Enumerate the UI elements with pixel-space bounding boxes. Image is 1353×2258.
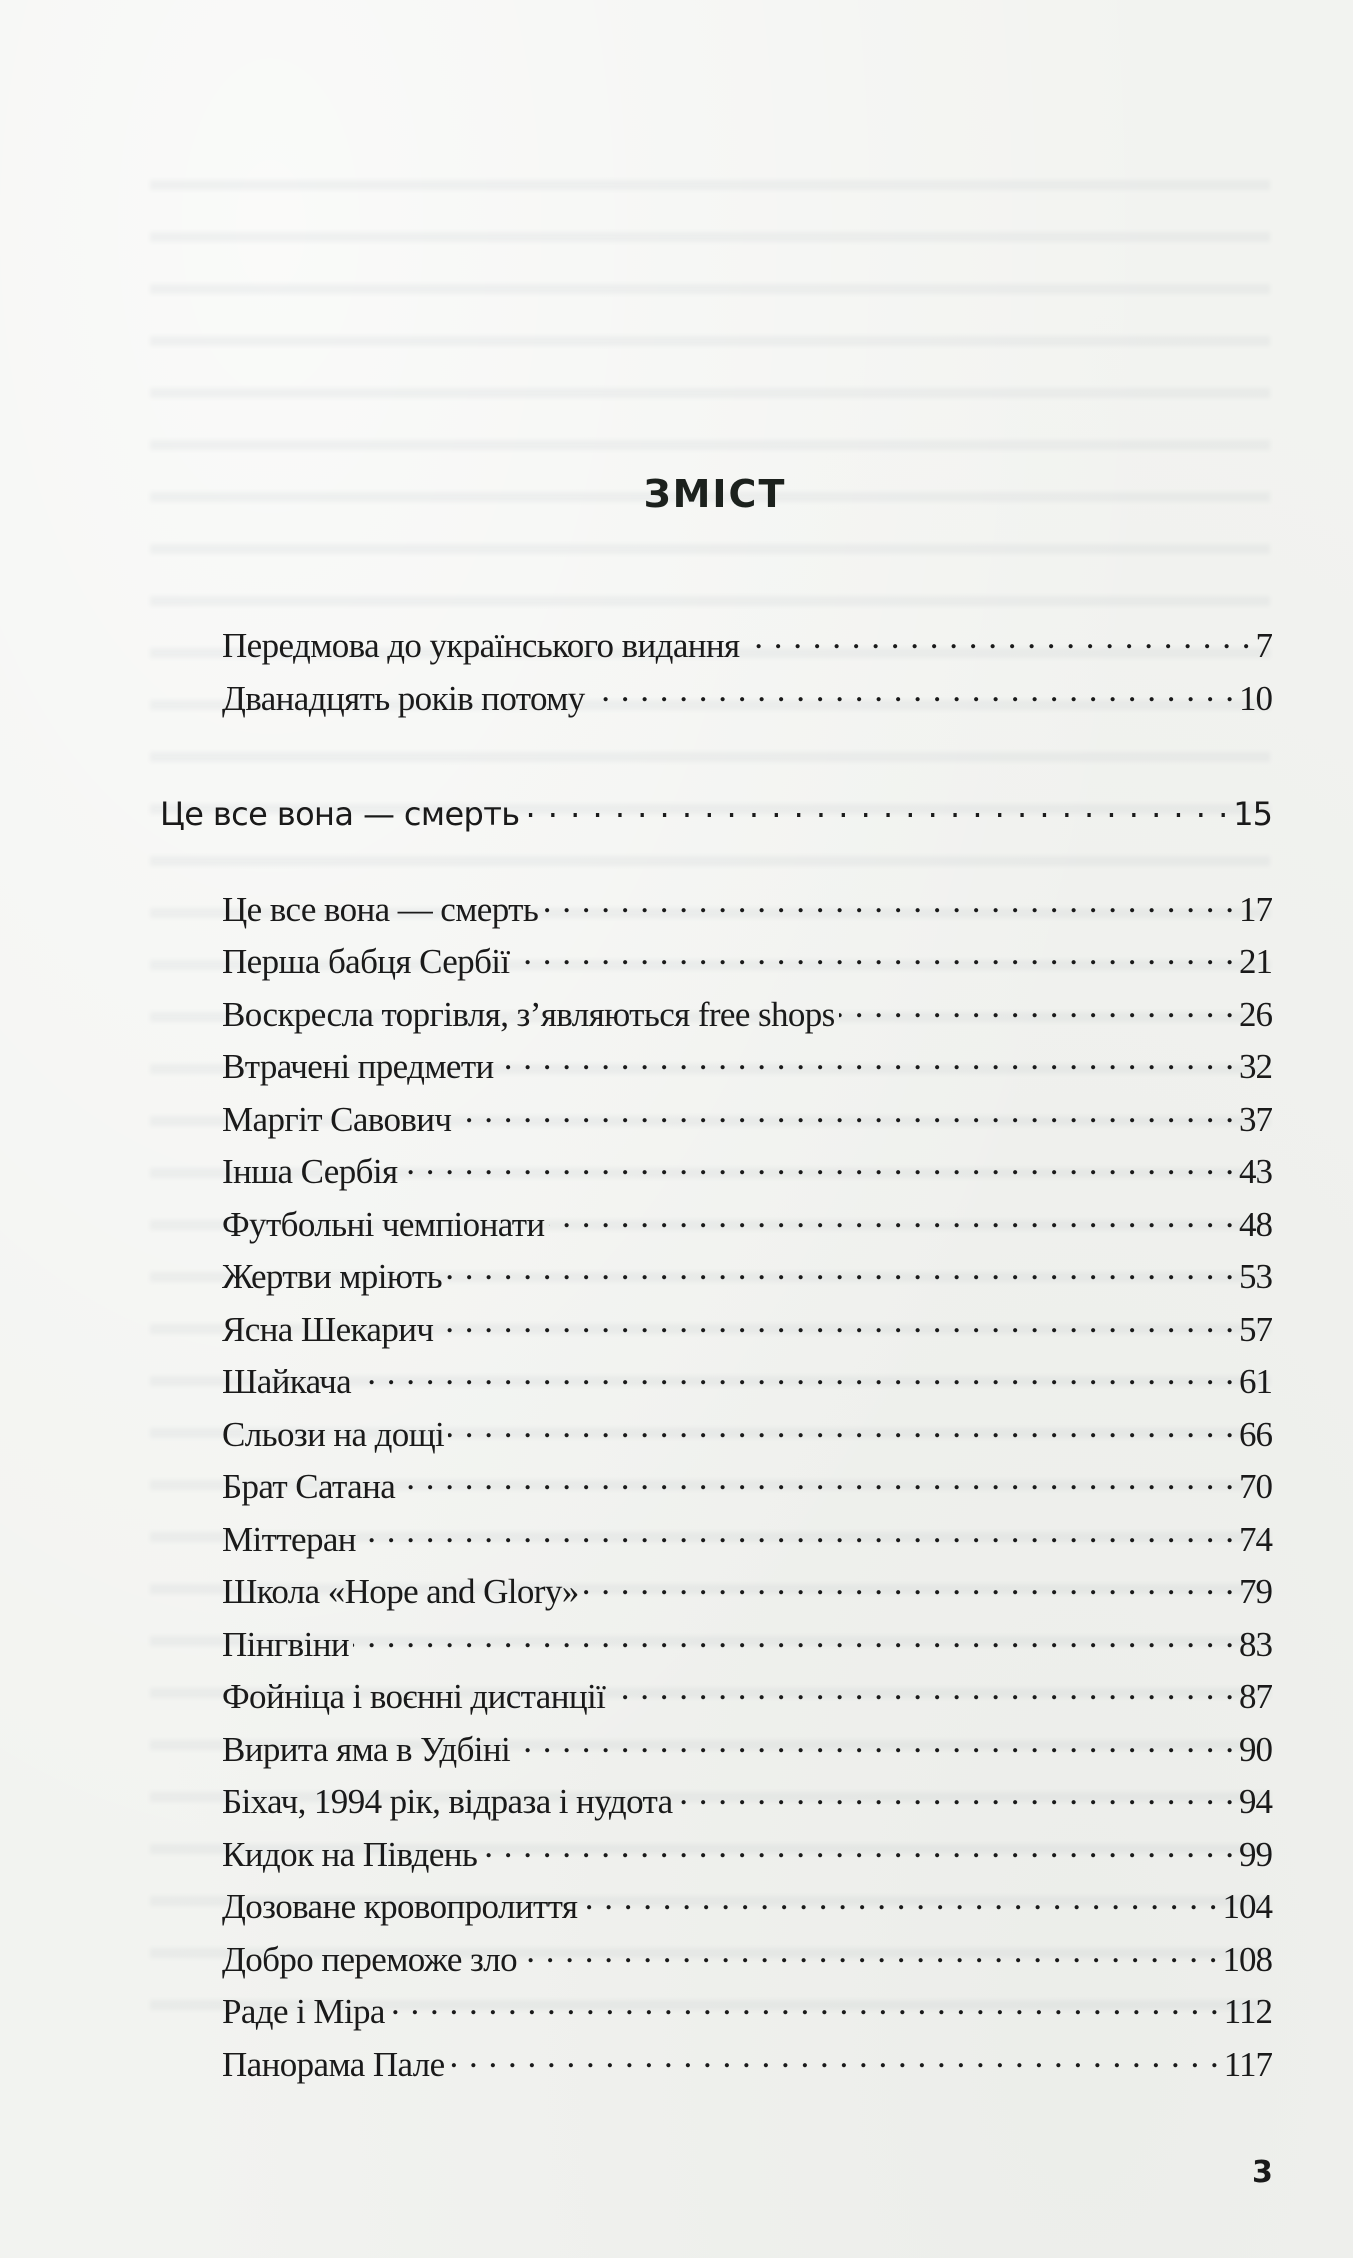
dot-leader bbox=[542, 886, 1235, 921]
toc-entry-label: Вирита яма в Удбіні bbox=[222, 1730, 511, 1769]
dot-leader bbox=[744, 622, 1252, 657]
toc-entry-page: 104 bbox=[1222, 1887, 1272, 1926]
dot-leader bbox=[524, 793, 1230, 825]
toc-entry-page: 112 bbox=[1223, 1992, 1272, 2031]
toc-entry bbox=[222, 1568, 1272, 1612]
toc-entry-page: 87 bbox=[1239, 1677, 1272, 1716]
dot-leader bbox=[360, 1516, 1235, 1551]
toc-entry-page: 61 bbox=[1239, 1362, 1272, 1401]
toc-entry-page: 37 bbox=[1239, 1100, 1272, 1139]
toc-entry-label: Це все вона — смерть bbox=[222, 890, 539, 929]
toc-entry-label: Перша бабця Сербії bbox=[222, 942, 510, 981]
toc-entry-label: Дозоване кровопролиття bbox=[222, 1887, 578, 1926]
toc-entry-label: Фойніца і воєнні дистанції bbox=[222, 1677, 606, 1716]
toc-entry-page: 7 bbox=[1255, 626, 1272, 665]
toc-entry-page: 79 bbox=[1239, 1572, 1272, 1611]
toc-section-label: Це все вона — смерть bbox=[160, 795, 520, 833]
toc-entry-label: Футбольні чемпіонати bbox=[222, 1205, 545, 1244]
dot-leader bbox=[583, 1568, 1235, 1603]
toc-entry-label: Сльози на дощі bbox=[222, 1415, 445, 1454]
toc-entry bbox=[222, 1621, 1272, 1665]
dot-leader bbox=[401, 1148, 1235, 1183]
dot-leader bbox=[839, 991, 1235, 1026]
toc-entry bbox=[222, 1673, 1272, 1717]
toc-entry-page: 74 bbox=[1239, 1520, 1272, 1559]
toc-entry bbox=[222, 622, 1272, 666]
toc-entry bbox=[222, 675, 1272, 719]
dot-leader bbox=[481, 1831, 1235, 1866]
page-title: ЗМІСТ bbox=[643, 472, 787, 516]
toc-entry bbox=[222, 1516, 1272, 1560]
dot-leader bbox=[549, 1201, 1235, 1236]
dot-leader bbox=[449, 2041, 1220, 2076]
toc-entry-label: Жертви мріють bbox=[222, 1257, 442, 1296]
toc-entry-page: 21 bbox=[1239, 942, 1272, 981]
toc-entry-page: 26 bbox=[1239, 995, 1272, 1034]
toc-entry-page: 70 bbox=[1239, 1467, 1272, 1506]
toc-entry-page: 99 bbox=[1239, 1835, 1272, 1874]
toc-entry bbox=[222, 938, 1272, 982]
toc-entry-label: Ясна Шекарич bbox=[222, 1310, 434, 1349]
toc-entry bbox=[222, 1831, 1272, 1875]
toc-entry bbox=[222, 886, 1272, 930]
dot-leader bbox=[455, 1096, 1235, 1131]
toc-entry bbox=[222, 1936, 1272, 1980]
dot-leader bbox=[514, 938, 1235, 973]
toc-entry-page: 48 bbox=[1239, 1205, 1272, 1244]
toc-entry-label: Добро переможе зло bbox=[222, 1940, 518, 1979]
toc-entry bbox=[222, 1883, 1272, 1927]
toc-entry-page: 32 bbox=[1239, 1047, 1272, 1086]
toc-entry-page: 57 bbox=[1239, 1310, 1272, 1349]
toc-entry-page: 66 bbox=[1239, 1415, 1272, 1454]
toc-entry-label: Інша Сербія bbox=[222, 1152, 398, 1191]
toc-entry-label: Панорама Пале bbox=[222, 2045, 445, 2084]
toc-entry-label: Біхач, 1994 рік, відраза і нудота bbox=[222, 1782, 673, 1821]
toc-entry bbox=[222, 1358, 1272, 1402]
toc-entry-label: Втрачені предмети bbox=[222, 1047, 494, 1086]
toc-entry bbox=[222, 1043, 1272, 1087]
toc-entry bbox=[222, 1201, 1272, 1245]
toc-entry-page: 108 bbox=[1222, 1940, 1272, 1979]
dot-leader bbox=[437, 1306, 1235, 1341]
dot-leader bbox=[677, 1778, 1235, 1813]
toc-entry-label: Передмова до українського видання bbox=[222, 626, 740, 665]
toc-entry-label: Раде і Міра bbox=[222, 1992, 385, 2031]
toc-entry-label: Міттеран bbox=[222, 1520, 356, 1559]
toc-entry-page: 94 bbox=[1239, 1782, 1272, 1821]
toc-entry-page: 90 bbox=[1239, 1730, 1272, 1769]
toc-entry-page: 10 bbox=[1239, 679, 1272, 718]
toc-entry-label: Пінгвіни bbox=[222, 1625, 349, 1664]
toc-entry bbox=[222, 991, 1272, 1035]
toc-entry-label: Школа «Hope and Glory» bbox=[222, 1572, 579, 1611]
toc-entry-label: Брат Сатана bbox=[222, 1467, 396, 1506]
toc-section-page: 15 bbox=[1233, 795, 1272, 833]
toc-section-heading bbox=[160, 793, 1272, 833]
toc-entry-label: Кидок на Південь bbox=[222, 1835, 478, 1874]
toc-entry bbox=[222, 1096, 1272, 1140]
toc-entry bbox=[222, 1726, 1272, 1770]
toc-entry-label: Маргіт Савович bbox=[222, 1100, 452, 1139]
dot-leader bbox=[448, 1411, 1235, 1446]
dot-leader bbox=[498, 1043, 1235, 1078]
toc-entry bbox=[222, 1253, 1272, 1297]
toc-entry-page: 17 bbox=[1239, 890, 1272, 929]
toc-entry-label: Воскресла торгівля, з’являються free shops bbox=[222, 995, 835, 1034]
toc-entry bbox=[222, 1148, 1272, 1192]
toc-entry-label: Шайкача bbox=[222, 1362, 352, 1401]
toc-entry-label: Дванадцять років потому bbox=[222, 679, 585, 718]
toc-entry bbox=[222, 1988, 1272, 2032]
toc-entry bbox=[222, 1463, 1272, 1507]
dot-leader bbox=[355, 1358, 1235, 1393]
toc-entry bbox=[222, 1411, 1272, 1455]
dot-leader bbox=[514, 1726, 1235, 1761]
toc-entry bbox=[222, 2041, 1272, 2085]
dot-leader bbox=[399, 1463, 1235, 1498]
dot-leader bbox=[353, 1621, 1235, 1656]
dot-leader bbox=[589, 675, 1235, 710]
toc-entry-page: 53 bbox=[1239, 1257, 1272, 1296]
toc-entry-page: 83 bbox=[1239, 1625, 1272, 1664]
toc-entry-page: 43 bbox=[1239, 1152, 1272, 1191]
dot-leader bbox=[389, 1988, 1220, 2023]
toc-entry-page: 117 bbox=[1223, 2045, 1272, 2084]
dot-leader bbox=[446, 1253, 1235, 1288]
dot-leader bbox=[581, 1883, 1218, 1918]
toc-entry bbox=[222, 1778, 1272, 1822]
dot-leader bbox=[521, 1936, 1218, 1971]
page-number: 3 bbox=[1252, 2155, 1273, 2190]
toc-entry bbox=[222, 1306, 1272, 1350]
dot-leader bbox=[609, 1673, 1235, 1708]
